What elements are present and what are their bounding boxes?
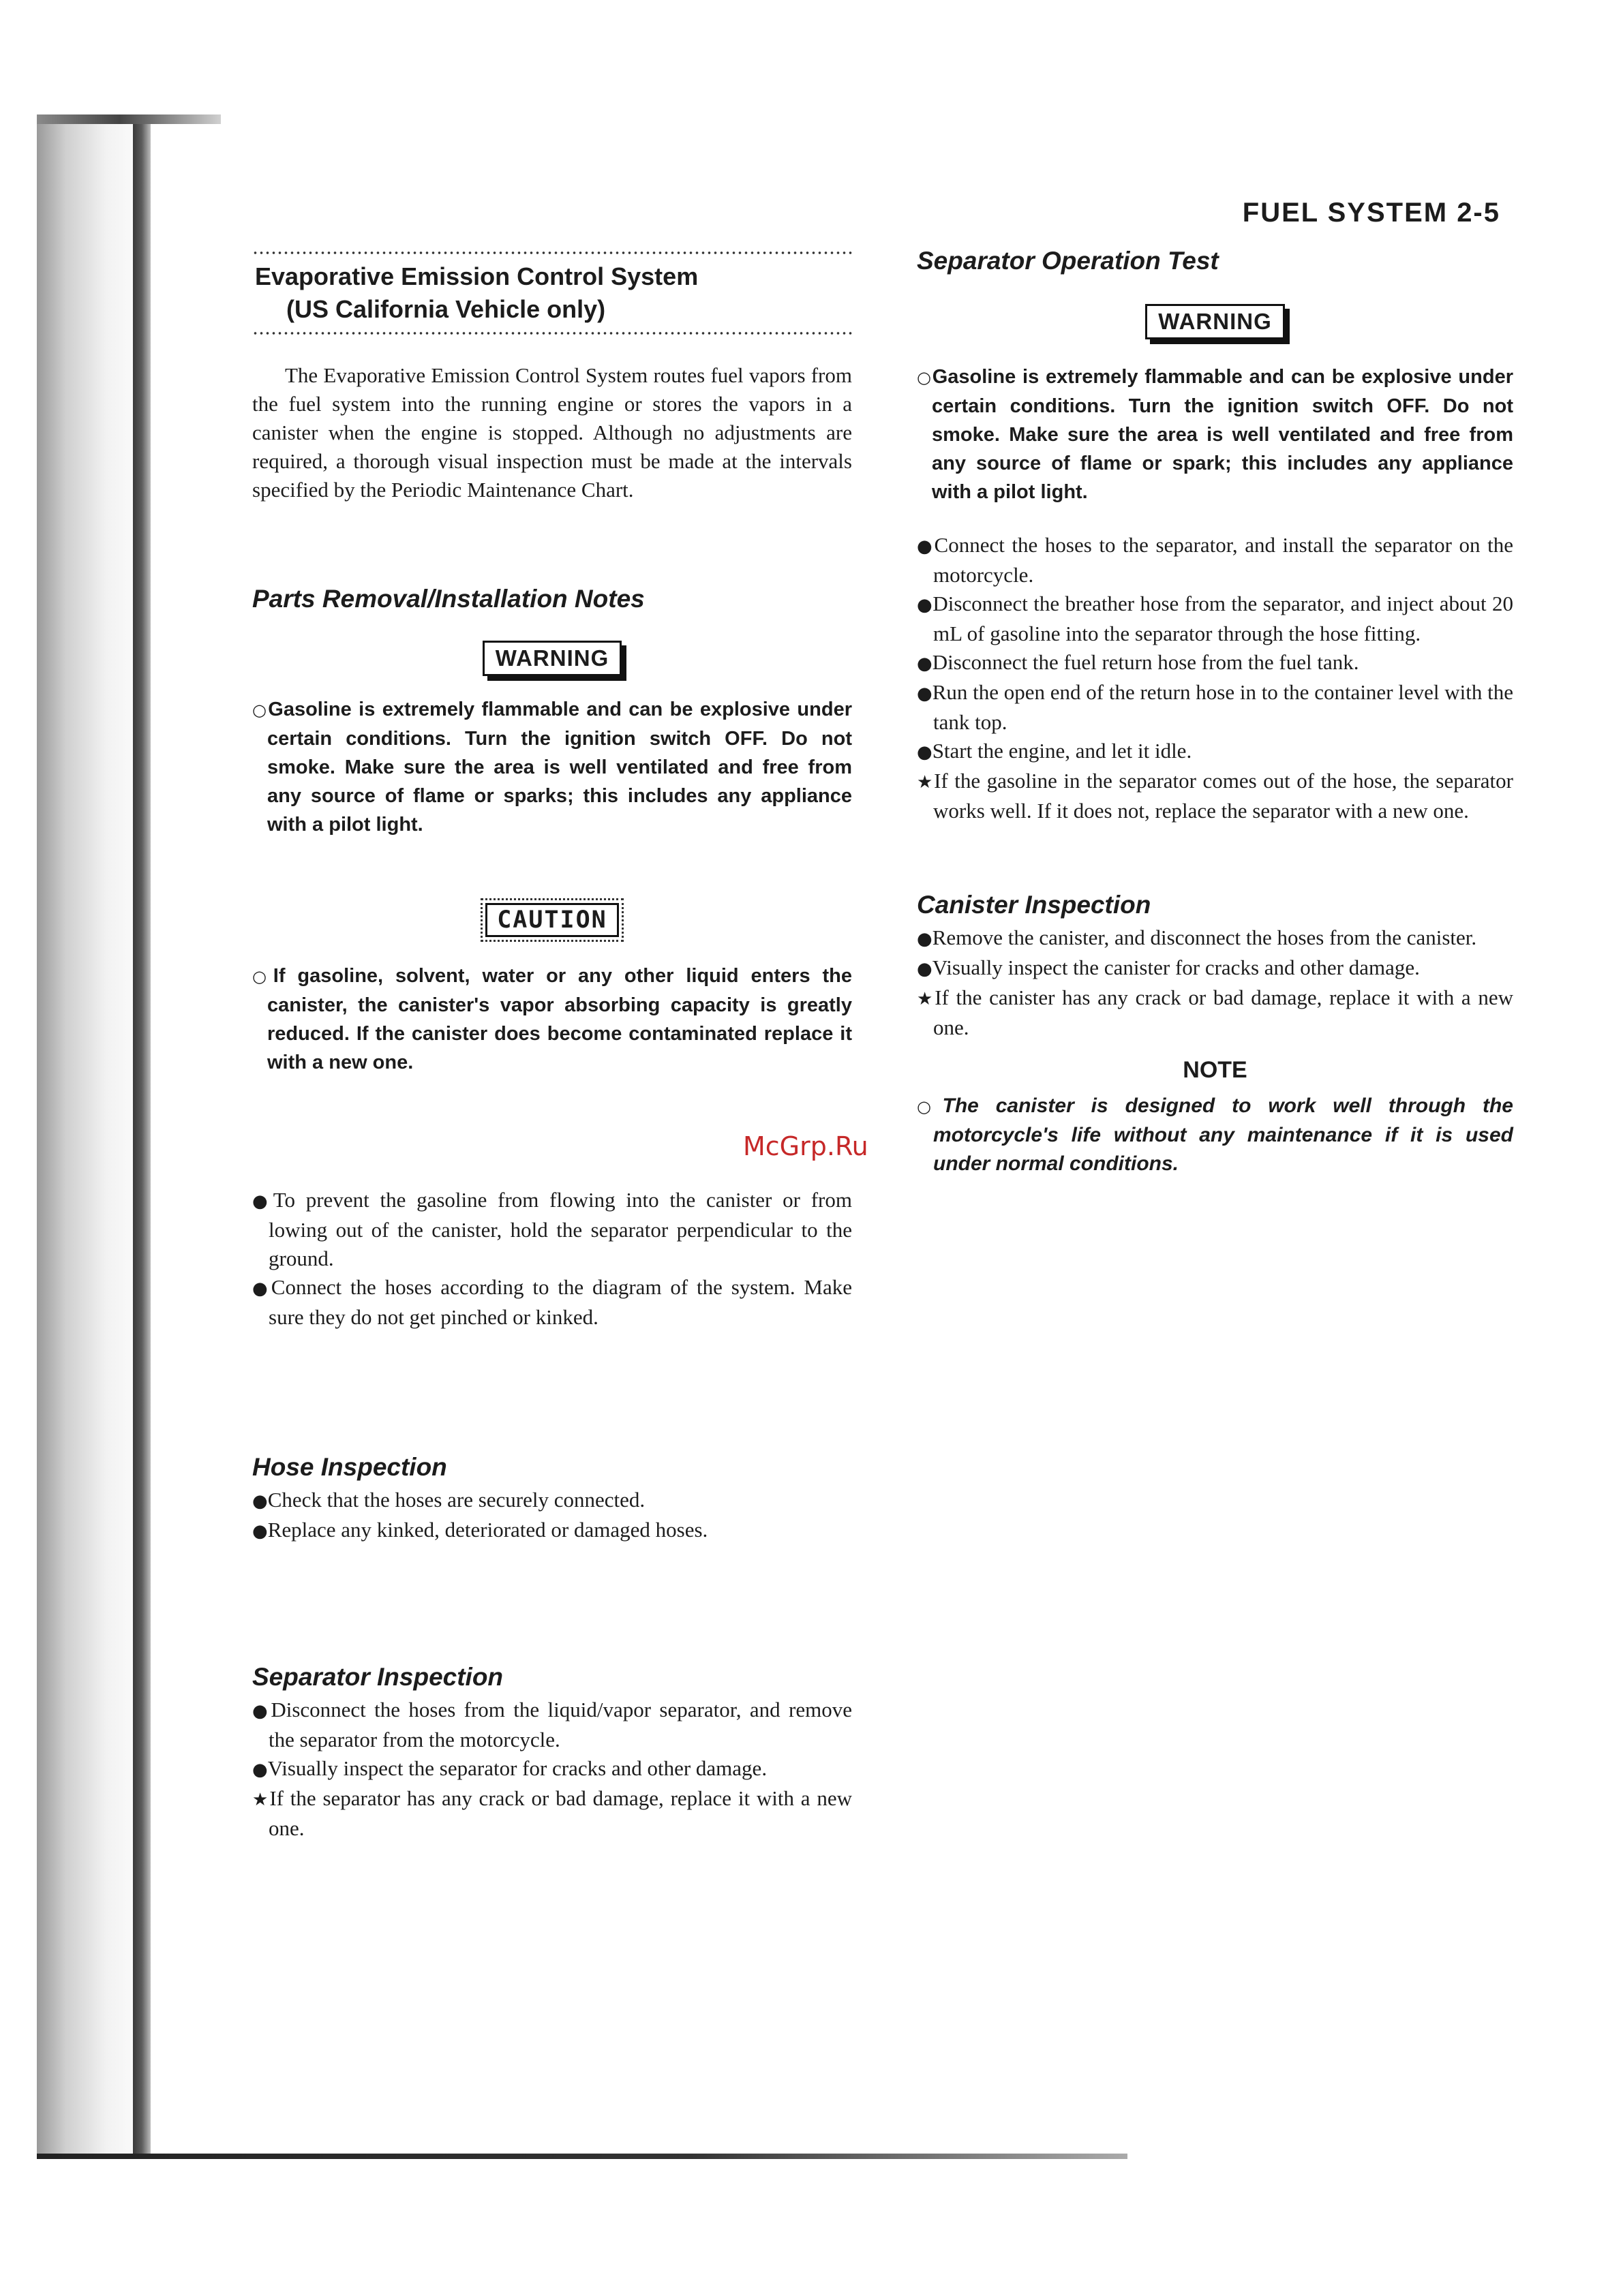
separator-list <box>252 1696 852 1843</box>
install-notes-list <box>252 1186 852 1332</box>
note-label: NOTE <box>1183 1057 1247 1083</box>
caution-label: CAUTION <box>485 903 619 937</box>
warning-label: WARNING <box>483 641 622 676</box>
list-item: ●Disconnect the breather hose from the separator, and inject about 20 mL of gasoline into the separator through the hose fitting. <box>917 592 1513 645</box>
caution-text: ○If gasoline, solvent, water or any other liquid enters the canister, the canister's vapor absorbing capacity is greatly reduced. If the canister does become contaminated replace it with a new one. <box>252 965 852 1073</box>
list-item: ●Check that the hoses are securely connected. <box>252 1488 646 1512</box>
bullet-icon: ● <box>917 929 932 949</box>
intro-paragraph: The Evaporative Emission Control System routes fuel vapors from the fuel system into the running engine or stores the vapors in a canister when the engine is stopped. Although no adjustments are required, a thorough visual inspection must be made at the intervals specified by the Periodic Maintenance Chart. <box>252 363 852 502</box>
bullet-icon: ● <box>252 1279 271 1299</box>
bullet-icon: ● <box>917 595 933 615</box>
parts-heading: Parts Removal/Installation Notes <box>252 585 645 613</box>
dotted-rule <box>252 251 852 255</box>
bullet-icon: ● <box>252 1701 271 1721</box>
left-column <box>252 251 852 1843</box>
list-item: ★If the separator has any crack or bad damage, replace it with a new one. <box>252 1786 852 1840</box>
hollow-bullet-icon: ○ <box>252 967 273 986</box>
list-item: ●Disconnect the fuel return hose from the fuel tank. <box>917 650 1359 674</box>
system-title-line2: (US California Vehicle only) <box>286 295 606 323</box>
caution-box <box>252 903 852 937</box>
star-icon: ★ <box>917 989 935 1009</box>
bullet-icon: ● <box>252 1491 268 1512</box>
bullet-icon: ● <box>917 654 932 674</box>
running-head <box>1243 198 1500 228</box>
list-item: ●Replace any kinked, deteriorated or damaged hoses. <box>252 1518 708 1542</box>
list-item: ★If the canister has any crack or bad damage, replace it with a new one. <box>917 985 1513 1039</box>
right-column <box>917 247 1513 1178</box>
separator-heading: Separator Inspection <box>252 1663 504 1691</box>
hollow-bullet-icon: ○ <box>917 368 932 387</box>
warning-label: WARNING <box>1145 304 1285 339</box>
page-binding-edge <box>133 114 151 2158</box>
list-item: ●Start the engine, and let it idle. <box>917 739 1192 763</box>
dotted-rule <box>252 331 852 335</box>
bullet-icon: ● <box>917 959 932 979</box>
section-title: FUEL SYSTEM <box>1242 198 1448 228</box>
page-bottom-rule <box>37 2154 1127 2159</box>
warning-box-right <box>917 304 1513 339</box>
list-item: ●Disconnect the hoses from the liquid/vapor separator, and remove the separator from the motorcycle. <box>252 1698 853 1751</box>
system-title <box>255 260 852 326</box>
star-icon: ★ <box>252 1790 270 1810</box>
watermark-link[interactable]: McGrp.Ru <box>743 1131 868 1161</box>
bullet-icon: ● <box>917 684 932 704</box>
bullet-icon: ● <box>252 1760 268 1780</box>
page-binding-top <box>37 114 221 124</box>
bullet-icon: ● <box>917 742 932 763</box>
hose-list <box>252 1486 852 1546</box>
hollow-bullet-icon: ○ <box>252 701 269 720</box>
star-icon: ★ <box>917 772 935 793</box>
list-item: ★If the gasoline in the separator comes out of the hose, the separator works well. If it does not, replace the separator with a new one. <box>917 769 1513 823</box>
warning-box-left <box>252 641 852 676</box>
page-number: 2-5 <box>1457 198 1500 228</box>
list-item: ●Connect the hoses according to the diagram of the system. Make sure they do not get pinched or kinked. <box>252 1275 852 1329</box>
warning-text-right: ○Gasoline is extremely flammable and can be explosive under certain conditions. Turn the ignition switch OFF. Do not smoke. Make sure the area is well ventilated and free from any source of flame or spark; this includes any appliance with a pilot light. <box>917 366 1513 503</box>
canister-heading: Canister Inspection <box>917 891 1151 919</box>
list-item: ●Visually inspect the canister for cracks and other damage. <box>917 955 1420 979</box>
system-title-line1: Evaporative Emission Control System <box>255 262 699 290</box>
bullet-icon: ● <box>252 1191 273 1212</box>
note-text: ○The canister is designed to work well through the motorcycle's life without any maintenance if it is used under normal conditions. <box>917 1095 1513 1175</box>
bullet-icon: ● <box>917 536 935 557</box>
list-item: ●Visually inspect the separator for cracks and other damage. <box>252 1756 768 1780</box>
list-item: ●To prevent the gasoline from flowing into the canister or from lowing out of the canister, hold the separator perpendicular to the ground. <box>252 1188 852 1270</box>
canister-list <box>917 923 1513 1042</box>
bullet-icon: ● <box>252 1521 268 1542</box>
warning-text-left: ○Gasoline is extremely flammable and can be explosive under certain conditions. Turn the ignition switch OFF. Do not smoke. Make sure the area is well ventilated and free from any source of flame or sparks; this includes any appliance with a pilot light. <box>252 699 852 836</box>
test-list <box>917 531 1513 825</box>
hose-heading: Hose Inspection <box>252 1453 447 1481</box>
hollow-bullet-icon: ○ <box>917 1097 943 1116</box>
test-heading: Separator Operation Test <box>917 247 1219 275</box>
list-item: ●Remove the canister, and disconnect the hoses from the canister. <box>917 925 1477 949</box>
list-item: ●Connect the hoses to the separator, and install the separator on the motorcycle. <box>917 533 1514 587</box>
list-item: ●Run the open end of the return hose in to the container level with the tank top. <box>917 680 1514 734</box>
